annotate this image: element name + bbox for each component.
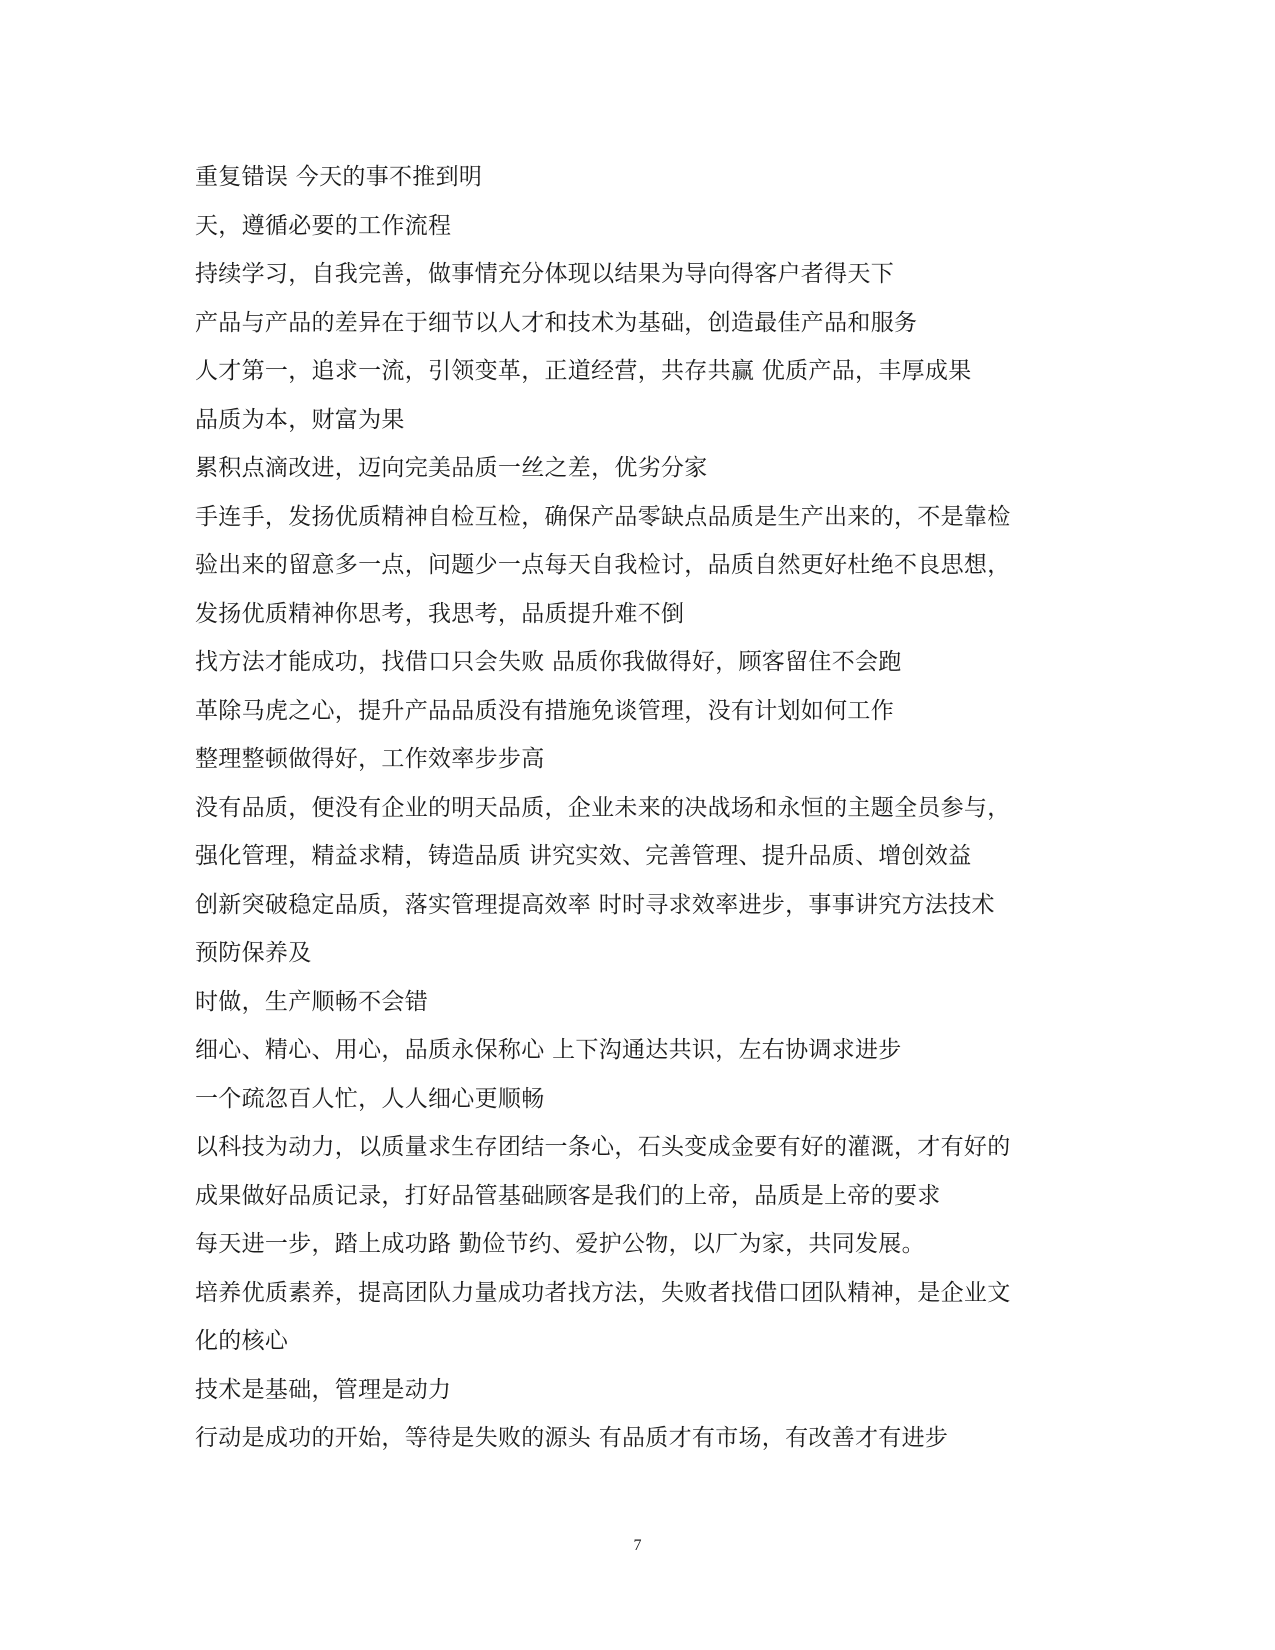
text-line: 重复错误 今天的事不推到明	[195, 164, 483, 190]
text-line: 发扬优质精神你思考，我思考，品质提升难不倒	[195, 600, 685, 627]
text-line: 成果做好品质记录，打好品管基础顾客是我们的上帝，品质是上帝的要求	[195, 1182, 941, 1209]
text-line: 创新突破稳定品质，落实管理提高效率 时时寻求效率进步，事事讲究方法技术	[195, 891, 995, 918]
text-line: 以科技为动力，以质量求生存团结一条心，石头变成金要有好的灌溉，才有好的	[195, 1134, 1011, 1160]
text-line: 整理整顿做得好，工作效率步步高	[195, 746, 545, 772]
text-line: 细心、精心、用心，品质永保称心 上下沟通达共识，左右协调求进步	[195, 1037, 902, 1063]
text-line: 持续学习，自我完善，做事情充分体现以结果为导向得客户者得天下	[195, 261, 894, 287]
text-line: 化的核心	[195, 1328, 289, 1354]
text-line: 人才第一，追求一流，引领变革，正道经营，共存共赢 优质产品，丰厚成果	[195, 358, 972, 384]
text-line: 预防保养及	[195, 940, 312, 966]
text-line: 强化管理，精益求精，铸造品质 讲究实效、完善管理、提升品质、增创效益	[195, 843, 972, 869]
text-line: 验出来的留意多一点，问题少一点每天自我检讨，品质自然更好杜绝不良思想，	[195, 552, 1011, 578]
text-line: 培养优质素养，提高团队力量成功者找方法，失败者找借口团队精神，是企业文	[195, 1279, 1011, 1306]
text-line: 产品与产品的差异在于细节以人才和技术为基础，创造最佳产品和服务	[195, 309, 918, 336]
text-line: 品质为本，财富为果	[195, 406, 405, 433]
text-line: 一个疏忽百人忙，人人细心更顺畅	[195, 1085, 545, 1112]
text-line: 每天进一步，踏上成功路 勤俭节约、爱护公物，以厂为家，共同发展。	[195, 1231, 925, 1257]
text-line: 革除马虎之心，提升产品品质没有措施免谈管理，没有计划如何工作	[195, 697, 894, 724]
text-line: 行动是成功的开始，等待是失败的源头 有品质才有市场，有改善才有进步	[195, 1425, 949, 1451]
text-line: 手连手，发扬优质精神自检互检，确保产品零缺点品质是生产出来的，不是靠检	[195, 503, 1011, 530]
text-line: 技术是基础，管理是动力	[195, 1376, 452, 1403]
body-text	[195, 153, 1095, 1463]
text-line: 累积点滴改进，迈向完美品质一丝之差，优劣分家	[195, 455, 708, 481]
text-line: 时做，生产顺畅不会错	[195, 988, 428, 1015]
text-line: 天，遵循必要的工作流程	[195, 212, 452, 239]
text-line: 没有品质，便没有企业的明天品质，企业未来的决战场和永恒的主题全员参与，	[195, 794, 1011, 821]
text-line: 找方法才能成功，找借口只会失败 品质你我做得好，顾客留住不会跑	[195, 649, 902, 675]
page-number: 7	[633, 1537, 642, 1554]
